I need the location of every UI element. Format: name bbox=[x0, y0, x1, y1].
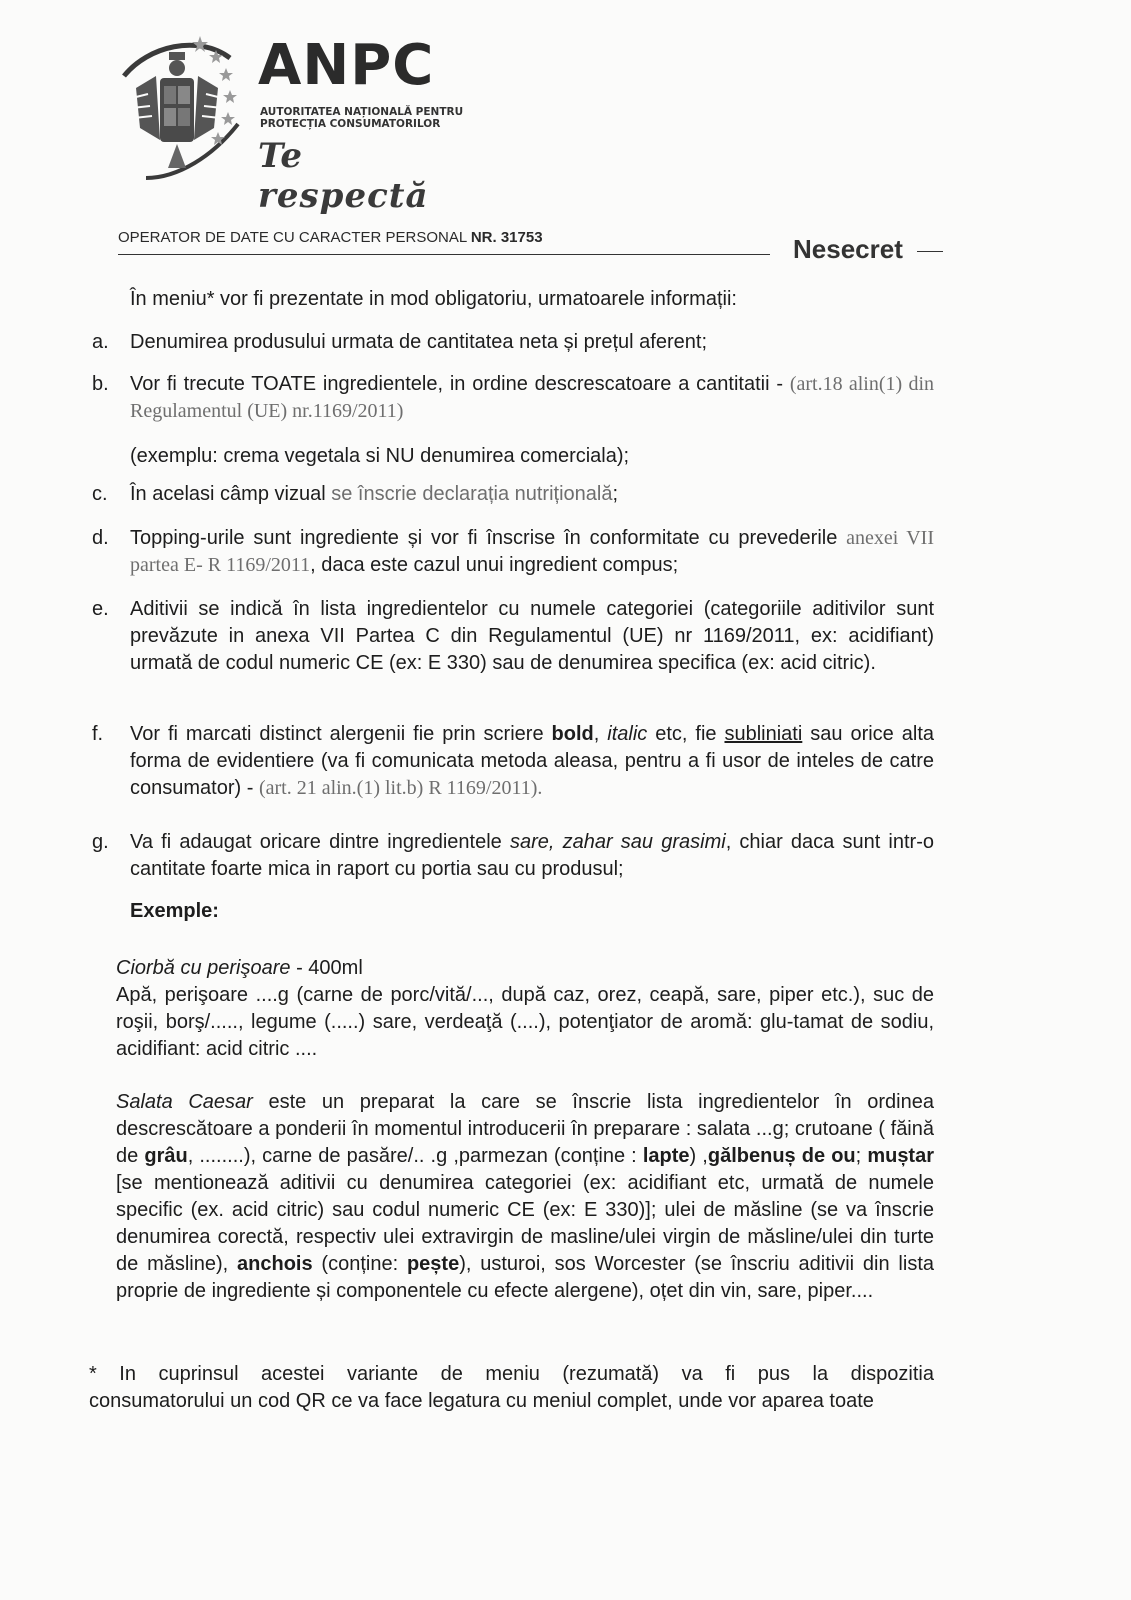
examples-heading: Exemple: bbox=[130, 900, 219, 922]
item-c-tail: ; bbox=[612, 483, 619, 505]
example-salata-name: Salata Caesar bbox=[116, 1091, 253, 1113]
footnote-line2: consumatorului un cod QR ce va face legatura cu meniul complet, unde vor aparea toate bbox=[89, 1390, 874, 1412]
footnote-line1: * In cuprinsul acestei variante de meniu (rezumată) va fi pus la dispozitia bbox=[89, 1363, 934, 1385]
example-salata-caesar bbox=[116, 1089, 934, 1305]
item-g-text2: , chiar daca sunt intr-o cantitate foarte mica in raport cu portia sau cu produsul; bbox=[130, 831, 935, 880]
list-text bbox=[130, 721, 934, 802]
list-marker: a. bbox=[92, 331, 109, 353]
item-g-text1: Va fi adaugat oricare dintre ingredientele bbox=[130, 831, 510, 853]
item-f-text2: etc, fie bbox=[647, 723, 725, 745]
romanian-coat-of-arms-icon bbox=[118, 28, 248, 188]
legal-reference: (art.18 alin(1) din Regulamentul (UE) nr.1169/2011) bbox=[130, 373, 935, 422]
operator-number: NR. 31753 bbox=[470, 229, 543, 246]
classification-dash bbox=[917, 251, 943, 252]
example-ciorba-text: Apă, perişoare ....g (carne de porc/vită/..., după caz, orez, ceapă, sare, piper etc.), suc de roşii, borş/....., legume (.....) sare, verdeaţă (....), potenţiator de aromă: glu-tamat de sodiu, acidifiant: acid citric .... bbox=[116, 984, 934, 1060]
item-d-tail: , daca este cazul unui ingredient compus; bbox=[310, 554, 679, 576]
allergen-mustar: muștar bbox=[867, 1145, 935, 1167]
item-c-text: În acelasi câmp vizual bbox=[130, 483, 332, 505]
brand-name: ANPC bbox=[258, 33, 435, 98]
list-text bbox=[130, 371, 934, 425]
footnote bbox=[89, 1361, 934, 1415]
classification-label: Nesecret bbox=[793, 234, 903, 264]
allergen-lapte: lapte bbox=[642, 1145, 690, 1167]
salata-text-3: ) , bbox=[689, 1145, 708, 1167]
anpc-logo bbox=[118, 28, 464, 216]
italic-example: italic bbox=[607, 723, 648, 745]
bold-example: bold bbox=[551, 723, 594, 745]
allergen-peste: pește bbox=[406, 1253, 460, 1275]
example-ciorba-qty: - 400ml bbox=[290, 957, 363, 979]
allergen-anchois: anchois bbox=[237, 1253, 313, 1275]
example-ciorba-title bbox=[116, 955, 934, 982]
example-ciorba bbox=[116, 955, 934, 1063]
legal-reference: (art. 21 alin.(1) lit.b) R 1169/2011). bbox=[258, 777, 543, 799]
salata-text-5: [se mentionează aditivii cu denumirea categoriei (ex: acidifiant etc, urmată de numele specific (ex. acid citric) sau codul numeric CE (ex: E 330)]; ulei de măsline (se va înscrie denumirea corectă, respectiv ulei extravirgin de masline/ulei virgin de măsline/ulei din turte de măsline), bbox=[116, 1172, 934, 1275]
salata-text-6: (conține: bbox=[312, 1253, 407, 1275]
salata-text-2: , ........), carne de pasăre/.. .g ,parmezan (conține : bbox=[187, 1145, 643, 1167]
example-note: (exemplu: crema vegetala si NU denumirea comerciala); bbox=[130, 445, 630, 467]
salata-text-4: ; bbox=[855, 1145, 868, 1167]
brand-subtitle-line2: PROTECȚIA CONSUMATORILOR bbox=[260, 118, 441, 130]
salata-text-1: este un preparat la care se înscrie lista ingredientelor în ordinea descrescătoare a ponderii în momentul introducerii în preparare : salata ...g; crutoane ( făină de bbox=[116, 1091, 934, 1167]
example-ciorba-name: Ciorbă cu perişoare bbox=[116, 957, 291, 979]
item-f-text1: Vor fi marcati distinct alergenii fie prin scriere bbox=[130, 723, 552, 745]
list-text bbox=[130, 481, 934, 508]
operator-label: OPERATOR DE DATE CU CARACTER PERSONAL bbox=[118, 229, 467, 246]
intro-text: În meniu* vor fi prezentate in mod obligatoriu, urmatoarele informații: bbox=[130, 288, 737, 310]
list-marker: g. bbox=[92, 831, 109, 853]
item-f-text3: sau orice alta forma de evidentiere (va fi comunicata metoda aleasa, pentru a fi usor de inteles de catre consumator) - bbox=[130, 723, 935, 799]
item-g-italic: sare, zahar sau grasimi bbox=[509, 831, 726, 853]
list-marker: c. bbox=[92, 483, 108, 505]
brand-subtitle bbox=[260, 106, 470, 130]
list-marker: b. bbox=[92, 373, 109, 395]
item-b-text: Vor fi trecute TOATE ingredientele, in ordine descrescatoare a cantitatii - bbox=[130, 373, 790, 395]
underline-example: subliniati bbox=[724, 723, 803, 745]
list-text: Denumirea produsului urmata de cantitatea neta și prețul aferent; bbox=[130, 331, 708, 353]
list-text bbox=[130, 525, 934, 579]
brand-slogan: Te respectă bbox=[258, 136, 429, 216]
legal-reference: anexei VII partea E- R 1169/2011 bbox=[130, 527, 934, 576]
operator-line bbox=[118, 229, 543, 246]
nutrition-reference: se înscrie declarația nutrițională bbox=[331, 483, 613, 505]
item-f-sep: , bbox=[593, 723, 608, 745]
list-text: Aditivii se indică în lista ingredientelor cu numele categoriei (categoriile aditivilor sunt prevăzute in anexa VII Partea C din Regulamentul (UE) nr 1169/2011, ex: acidifiant) urmată de codul numeric CE (ex: E 330) sau de denumirea specifica (ex: acid citric). bbox=[130, 598, 934, 674]
item-d-text: Topping-urile sunt ingrediente și vor fi înscrise în conformitate cu prevederile bbox=[130, 527, 847, 549]
list-marker: f. bbox=[92, 723, 104, 745]
allergen-galbenus: gălbenuș de ou bbox=[707, 1145, 856, 1167]
allergen-grau: grâu bbox=[144, 1145, 188, 1167]
list-marker: d. bbox=[92, 527, 109, 549]
list-text bbox=[130, 829, 934, 883]
list-marker: e. bbox=[92, 598, 109, 620]
brand-subtitle-line1: AUTORITATEA NAȚIONALĂ PENTRU bbox=[260, 106, 464, 118]
salata-text-7: ), usturoi, sos Worcester (se înscriu aditivii din lista proprie de ingrediente și componentele cu efecte alergene), oțet din vin, sare, piper.... bbox=[116, 1253, 934, 1302]
header-rule bbox=[118, 254, 770, 255]
